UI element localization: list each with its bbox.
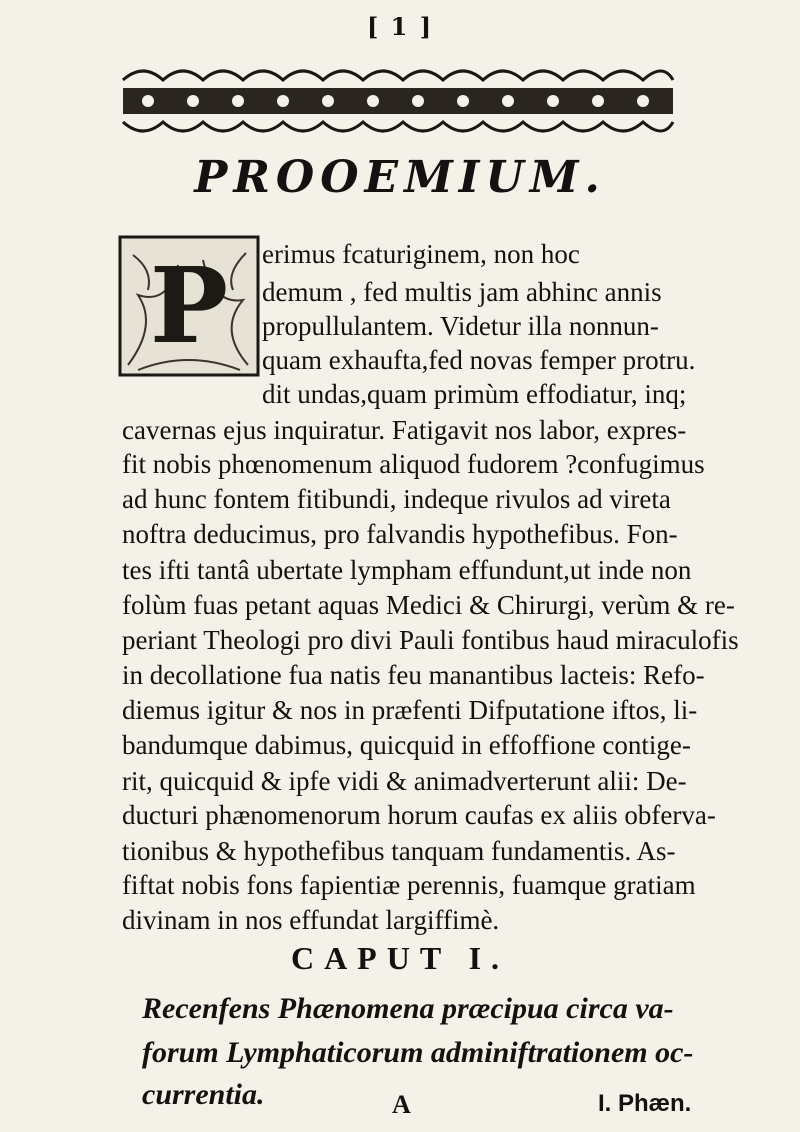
text-line: demum , fed multis jam abhinc annis: [262, 277, 662, 307]
text-line: in decollatione fua natis feu manantibus lacteis: Refo-: [122, 660, 705, 690]
text-line: dit undas,quam primùm effodiatur, inq;: [262, 379, 687, 409]
text-line: divinam in nos effundat largiffimè.: [122, 905, 500, 935]
text-line: rit, quicquid & ipfe vidi & animadverterunt alii: De-: [122, 766, 687, 796]
text-line: propullulantem. Videtur illa nonnun-: [262, 311, 659, 341]
text-line: fiftat nobis fons fapientiæ perennis, fuamque gratiam: [122, 870, 696, 900]
headpiece-ornament-icon: [118, 60, 678, 142]
chapter-subtitle-line: Recenfens Phænomena præcipua circa va-: [142, 992, 674, 1025]
text-line: noftra deducimus, pro falvandis hypothefibus. Fon-: [122, 519, 678, 549]
dropcap-letter: P: [149, 244, 229, 367]
text-line: ad hunc fontem fitibundi, indeque rivulos ad vireta: [122, 484, 671, 514]
text-line: folùm fuas petant aquas Medici & Chirurgi, verùm & re-: [122, 590, 735, 620]
chapter-subtitle-line: currentia.: [142, 1078, 265, 1111]
signature-mark: A: [392, 1090, 411, 1119]
chapter-heading: CAPUT I.: [290, 940, 510, 976]
chapter-subtitle-line: forum Lymphaticorum adminiftrationem oc-: [142, 1036, 694, 1069]
text-line: erimus fcaturiginem, non hoc: [262, 239, 580, 269]
text-line: tes ifti tantâ ubertate lympham effundunt,ut inde non: [122, 555, 692, 585]
text-line: fit nobis phœnomenum aliquod fudorem ?confugimus: [122, 449, 705, 479]
page-folio: [ 1 ]: [366, 12, 434, 41]
decorated-initial: [118, 235, 260, 377]
text-line: quam exhaufta,fed novas femper protru.: [262, 345, 696, 375]
text-line: ducturi phænomenorum horum caufas ex aliis obferva-: [122, 800, 716, 830]
text-line: diemus igitur & nos in præfenti Difputatione iftos, li-: [122, 695, 698, 725]
text-line: periant Theologi pro divi Pauli fontibus haud miraculofis: [122, 625, 739, 655]
text-line: bandumque dabimus, quicquid in effoffione contige-: [122, 730, 691, 760]
text-line: cavernas ejus inquiratur. Fatigavit nos labor, expres-: [122, 415, 687, 445]
catchword: I. Phæn.: [598, 1090, 692, 1117]
text-line: tionibus & hypothefibus tanquam fundamentis. As-: [122, 836, 676, 866]
page-title: PROOEMIUM.: [194, 152, 606, 203]
